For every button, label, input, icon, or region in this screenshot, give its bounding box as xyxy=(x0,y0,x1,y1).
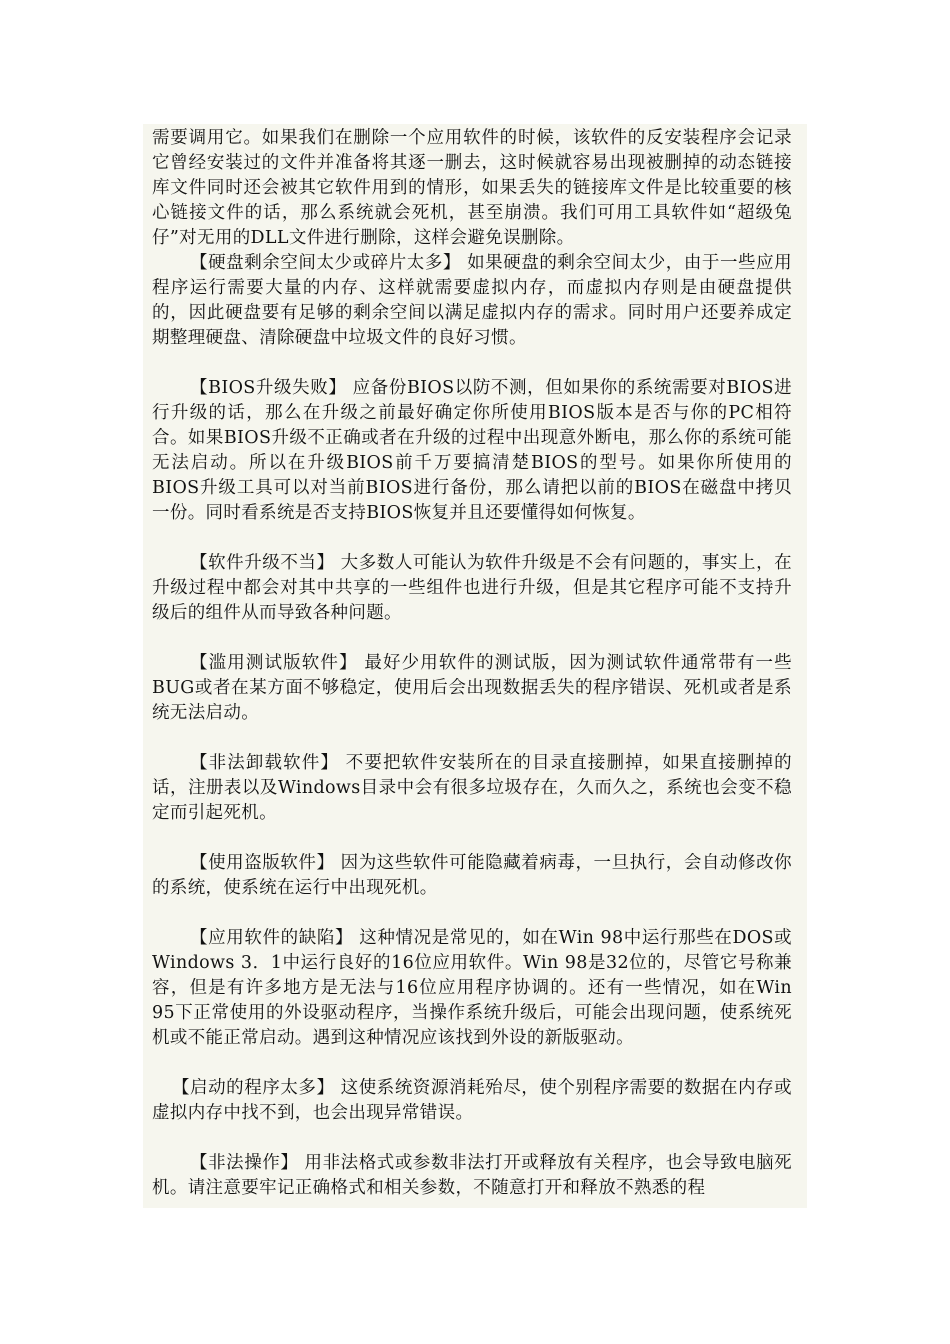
paragraph-illegal-operation: 【非法操作】 用非法格式或参数非法打开或释放有关程序，也会导致电脑死机。请注意要牢记正确格式和相关参数，不随意打开和释放不熟悉的程 xyxy=(152,1153,792,1198)
paragraph-disk-space: 【硬盘剩余空间太少或碎片太多】 如果硬盘的剩余空间太少，由于一些应用程序运行需要大量的内存、这样就需要虚拟内存，而虚拟内存则是由硬盘提供的，因此硬盘要有足够的剩余空间以满足虚拟内存的需求。同时用户还要养成定期整理硬盘、清除硬盘中垃圾文件的良好习惯。 xyxy=(152,253,792,348)
document-body xyxy=(152,126,792,1201)
paragraph-dll-deletion: 需要调用它。如果我们在删除一个应用软件的时候，该软件的反安装程序会记录它曾经安装过的文件并准备将其逐一删去，这时候就容易出现被删掉的动态链接库文件同时还会被其它软件用到的情形，如果丢失的链接库文件是比较重要的核心链接文件的话，那么系统就会死机，甚至崩溃。我们可用工具软件如“超级兔仔”对无用的DLL文件进行删除，这样会避免误删除。 xyxy=(152,128,792,248)
paragraph-too-many-programs: 【启动的程序太多】 这使系统资源消耗殆尽，使个别程序需要的数据在内存或虚拟内存中找不到，也会出现异常错误。 xyxy=(152,1078,792,1123)
paragraph-bios-upgrade: 【BIOS升级失败】 应备份BIOS以防不测，但如果你的系统需要对BIOS进行升级的话，那么在升级之前最好确定你所使用BIOS版本是否与你的PC相符合。如果BIOS升级不正确或者在升级的过程中出现意外断电，那么你的系统可能无法启动。所以在升级BIOS前千万要搞清楚BIOS的型号。如果你所使用的BIOS升级工具可以对当前BIOS进行备份，那么请把以前的BIOS在磁盘中拷贝一份。同时看系统是否支持BIOS恢复并且还要懂得如何恢复。 xyxy=(152,378,792,523)
paragraph-pirated-software: 【使用盗版软件】 因为这些软件可能隐藏着病毒，一旦执行，会自动修改你的系统，使系统在运行中出现死机。 xyxy=(152,853,792,898)
paragraph-software-defects: 【应用软件的缺陷】 这种情况是常见的，如在Win 98中运行那些在DOS或Windows 3．1中运行良好的16位应用软件。Win 98是32位的，尽管它号称兼容，但是有许多地方是无法与16位应用程序协调的。还有一些情况，如在Win 95下正常使用的外设驱动程序，当操作系统升级后，可能会出现问题，使系统死机或不能正常启动。遇到这种情况应该找到外设的新版驱动。 xyxy=(152,928,792,1048)
document-page xyxy=(143,124,807,1208)
paragraph-illegal-uninstall: 【非法卸载软件】 不要把软件安装所在的目录直接删掉，如果直接删掉的话，注册表以及Windows目录中会有很多垃圾存在，久而久之，系统也会变不稳定而引起死机。 xyxy=(152,753,792,823)
paragraph-software-upgrade: 【软件升级不当】 大多数人可能认为软件升级是不会有问题的，事实上，在升级过程中都会对其中共享的一些组件也进行升级，但是其它程序可能不支持升级后的组件从而导致各种问题。 xyxy=(152,553,792,623)
paragraph-beta-software: 【滥用测试版软件】 最好少用软件的测试版，因为测试软件通常带有一些BUG或者在某方面不够稳定，使用后会出现数据丢失的程序错误、死机或者是系统无法启动。 xyxy=(152,653,792,723)
